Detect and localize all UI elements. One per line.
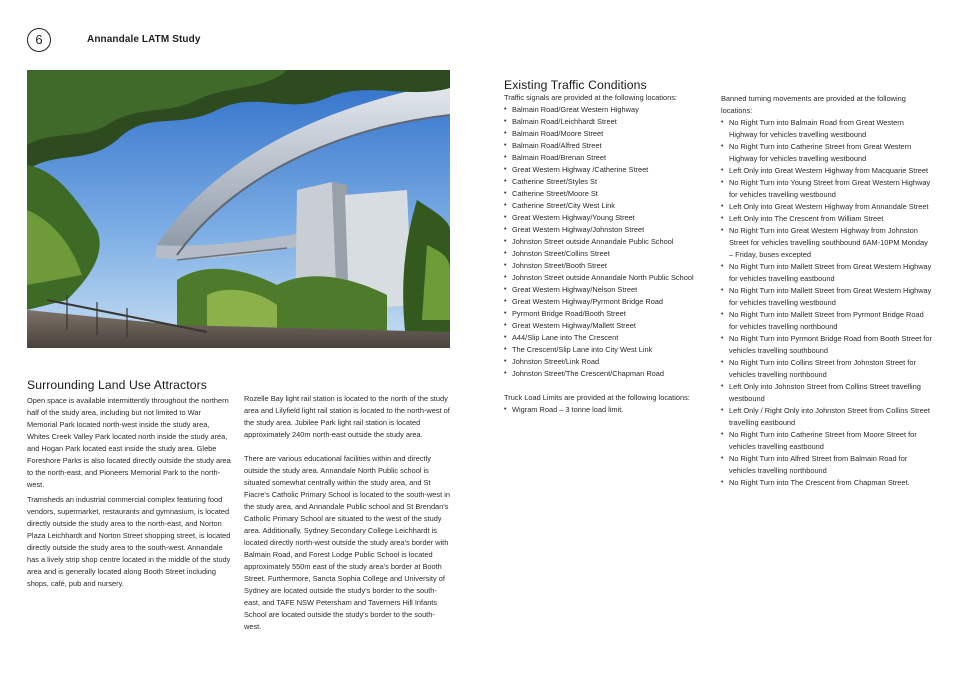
banned-turn-item: • No Right Turn into Catherine Street from Great Western Highway for vehicles travelling westbound	[721, 141, 933, 165]
education-paragraph: There are various educational facilities within and directly outside the study area. Annandale North Public school is situated somewhat centrally within the study area, and St Fiacre's Catholic Primary School is located to the south-west in the study area, and Annandale Public school and St Brendan's Catholic Primary School are situated to the west of the study area. Additionally, Sydney Secondary College Leichhardt is located directly north-west outside the study area's border with Balmain Road, and Forest Lodge Public School is located approximately 550m east of the study area's border at Booth Street. Furthermore, Sancta Sophia College and University of Sydney are located outside the study's border to the south-east, and TAFE NSW Petersham and Taverners Hill Infants School are located outside the study's border to the south-west.	[244, 454, 450, 631]
banned-turn-item: • No Right Turn into Mallett Street from Pyrmont Bridge Road for vehicles travelling northbound	[721, 309, 933, 333]
truck-limit-item: • Wigram Road – 3 tonne load limit.	[504, 404, 714, 416]
truck-limits-list	[504, 404, 714, 416]
page-number: 6	[27, 28, 51, 52]
bridge-photo	[27, 70, 450, 348]
signal-location-item: • The Crescent/Slip Lane into City West Link	[504, 344, 714, 356]
banned-turn-item: • Left Only / Right Only into Johnston Street from Collins Street travelling eastbound	[721, 405, 933, 429]
banned-turn-item: • No Right Turn into The Crescent from Chapman Street.	[721, 477, 933, 489]
traffic-heading: Existing Traffic Conditions	[504, 78, 647, 92]
signal-location-item: • Great Western Highway/Young Street	[504, 212, 714, 224]
document-title: Annandale LATM Study	[87, 34, 201, 45]
signal-location-item: • Johnston Street outside Annandale Public School	[504, 236, 714, 248]
banned-turn-item: • Left Only into The Crescent from William Street	[721, 213, 933, 225]
signal-location-item: • Pyrmont Bridge Road/Booth Street	[504, 308, 714, 320]
banned-turn-item: • Left Only into Great Western Highway from Macquarie Street	[721, 165, 933, 177]
land-use-left-column	[27, 378, 233, 590]
signals-intro: Traffic signals are provided at the following locations:	[504, 93, 677, 102]
signal-location-item: • Catherine Street/Styles St	[504, 176, 714, 188]
signal-location-item: • Johnston Street/Link Road	[504, 356, 714, 368]
banned-turn-item: • No Right Turn into Great Western Highway from Johnston Street for vehicles travelling southbound 6AM-10PM Monday – Friday, buses excepted	[721, 225, 933, 261]
land-use-heading: Surrounding Land Use Attractors	[27, 378, 207, 392]
banned-turn-item: • No Right Turn into Young Street from Great Western Highway for vehicles travelling westbound	[721, 177, 933, 201]
banned-turns-column	[721, 93, 933, 489]
signal-location-item: • Balmain Road/Great Western Highway	[504, 104, 714, 116]
banned-turn-item: • Left Only into Great Western Highway from Annandale Street	[721, 201, 933, 213]
banned-turn-item: • No Right Turn into Balmain Road from Great Western Highway for vehicles travelling westbound	[721, 117, 933, 141]
open-space-paragraph: Open space is available intermittently throughout the northern half of the study area, including but not limited to War Memorial Park located north-west inside the study area, Whites Creek Valley Park located north inside the study area, and Hogan Park located east inside the study area. Glebe Foreshore Parks is also located directly outside the study area to the north-east, and Pioneers Memorial Park to the north-west.	[27, 396, 231, 489]
signal-location-item: • Johnston Street outside Annandale North Public School	[504, 272, 714, 284]
signal-location-item: • Balmain Road/Brenan Street	[504, 152, 714, 164]
land-use-right-column	[244, 393, 452, 633]
banned-turn-item: • No Right Turn into Pyrmont Bridge Road from Booth Street for vehicles travelling southbound	[721, 333, 933, 357]
signal-location-item: • A44/Slip Lane into The Crescent	[504, 332, 714, 344]
banned-turn-item: • Left Only into Johnston Street from Collins Street travelling westbound	[721, 381, 933, 405]
banned-turn-item: • No Right Turn into Catherine Street from Moore Street for vehicles travelling eastbound	[721, 429, 933, 453]
traffic-signals-column	[504, 78, 714, 416]
signal-location-item: • Balmain Road/Alfred Street	[504, 140, 714, 152]
tramsheds-paragraph: Tramsheds an industrial commercial complex featuring food vendors, supermarket, restaurants and gymnasium, is located directly outside the study area to the north-east, and Norton Plaza Leichhardt and Norton Street shopping street, is located directly outside the study area to the south-west. Annandale has a lively strip shop centre located in the middle of the study area and is generally located along Booth Street including shops, café, pub and nursery.	[27, 495, 231, 588]
signal-location-item: • Great Western Highway /Catherine Street	[504, 164, 714, 176]
signal-location-item: • Great Western Highway/Johnston Street	[504, 224, 714, 236]
banned-turn-item: • No Right Turn into Mallett Street from Great Western Highway for vehicles travelling westbound	[721, 285, 933, 309]
signal-location-item: • Great Western Highway/Pyrmont Bridge Road	[504, 296, 714, 308]
banned-turn-item: • No Right Turn into Collins Street from Johnston Street for vehicles travelling northbound	[721, 357, 933, 381]
signal-location-item: • Johnston Street/The Crescent/Chapman Road	[504, 368, 714, 380]
signal-location-item: • Catherine Street/City West Link	[504, 200, 714, 212]
signal-location-item: • Great Western Highway/Nelson Street	[504, 284, 714, 296]
signal-location-item: • Johnston Street/Collins Street	[504, 248, 714, 260]
signals-list	[504, 104, 714, 380]
truck-intro: Truck Load Limits are provided at the following locations:	[504, 393, 690, 402]
signal-location-item: • Balmain Road/Leichhardt Street	[504, 116, 714, 128]
signal-location-item: • Great Western Highway/Mallett Street	[504, 320, 714, 332]
signal-location-item: • Balmain Road/Moore Street	[504, 128, 714, 140]
banned-turns-list	[721, 117, 933, 489]
light-rail-paragraph: Rozelle Bay light rail station is located to the north of the study area and Lilyfield light rail station is located to the north-west of the study area. Jubilee Park light rail station is located approximately 240m north-east outside the study area.	[244, 394, 450, 439]
banned-turn-item: • No Right Turn into Alfred Street from Balmain Road for vehicles travelling northbound	[721, 453, 933, 477]
banned-intro: Banned turning movements are provided at the following locations:	[721, 94, 906, 115]
signal-location-item: • Johnston Street/Booth Street	[504, 260, 714, 272]
signal-location-item: • Catherine Street/Moore St	[504, 188, 714, 200]
banned-turn-item: • No Right Turn into Mallett Street from Great Western Highway for vehicles travelling eastbound	[721, 261, 933, 285]
